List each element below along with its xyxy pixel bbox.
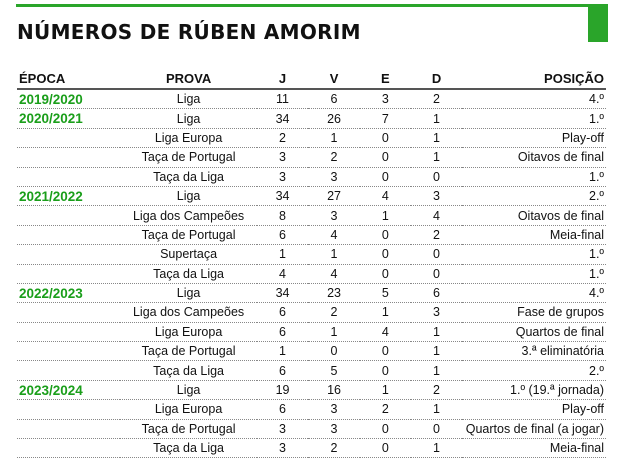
table-row xyxy=(17,109,606,128)
cell-v: 3 xyxy=(308,167,360,186)
cell-d: 0 xyxy=(411,264,462,283)
cell-prova: Taça da Liga xyxy=(120,167,256,186)
cell-posicao: 1.º xyxy=(462,109,606,128)
cell-e: 0 xyxy=(360,225,411,244)
table-row xyxy=(17,186,606,205)
cell-posicao: Meia-final xyxy=(462,225,606,244)
cell-e: 0 xyxy=(360,419,411,438)
cell-j: 2 xyxy=(257,128,309,147)
table-row xyxy=(17,380,606,399)
cell-posicao: 4.º xyxy=(462,283,606,302)
cell-epoca xyxy=(17,322,120,341)
stats-table xyxy=(17,68,606,458)
cell-e: 0 xyxy=(360,361,411,380)
cell-prova: Taça de Portugal xyxy=(120,342,256,361)
cell-prova: Taça da Liga xyxy=(120,264,256,283)
cell-d: 1 xyxy=(411,400,462,419)
cell-prova: Liga xyxy=(120,186,256,205)
cell-posicao: 4.º xyxy=(462,89,606,109)
cell-v: 3 xyxy=(308,419,360,438)
cell-prova: Liga dos Campeões xyxy=(120,206,256,225)
cell-j: 4 xyxy=(257,264,309,283)
page-title: NÚMEROS DE RÚBEN AMORIM xyxy=(17,20,361,44)
cell-j: 3 xyxy=(257,439,309,458)
table-row xyxy=(17,322,606,341)
cell-j: 19 xyxy=(257,380,309,399)
cell-posicao: 3.ª eliminatória xyxy=(462,342,606,361)
cell-v: 23 xyxy=(308,283,360,302)
cell-d: 0 xyxy=(411,245,462,264)
cell-d: 1 xyxy=(411,109,462,128)
cell-j: 6 xyxy=(257,400,309,419)
cell-j: 3 xyxy=(257,167,309,186)
cell-e: 3 xyxy=(360,89,411,109)
cell-prova: Liga Europa xyxy=(120,400,256,419)
cell-v: 2 xyxy=(308,303,360,322)
cell-epoca xyxy=(17,439,120,458)
cell-posicao: Oitavos de final xyxy=(462,148,606,167)
table-row xyxy=(17,89,606,109)
table-row xyxy=(17,419,606,438)
cell-d: 3 xyxy=(411,186,462,205)
cell-v: 2 xyxy=(308,439,360,458)
cell-v: 0 xyxy=(308,342,360,361)
cell-j: 6 xyxy=(257,361,309,380)
cell-e: 5 xyxy=(360,283,411,302)
cell-epoca xyxy=(17,361,120,380)
cell-d: 1 xyxy=(411,148,462,167)
cell-v: 4 xyxy=(308,264,360,283)
cell-epoca: 2023/2024 xyxy=(17,380,120,399)
table-row xyxy=(17,342,606,361)
cell-e: 0 xyxy=(360,128,411,147)
table-row xyxy=(17,400,606,419)
cell-e: 7 xyxy=(360,109,411,128)
cell-epoca xyxy=(17,419,120,438)
table-row xyxy=(17,148,606,167)
cell-v: 2 xyxy=(308,148,360,167)
cell-v: 1 xyxy=(308,322,360,341)
cell-posicao: 1.º xyxy=(462,245,606,264)
cell-prova: Taça da Liga xyxy=(120,439,256,458)
cell-d: 4 xyxy=(411,206,462,225)
cell-epoca: 2021/2022 xyxy=(17,186,120,205)
cell-epoca xyxy=(17,264,120,283)
cell-j: 1 xyxy=(257,245,309,264)
header-j: J xyxy=(257,68,309,89)
cell-j: 34 xyxy=(257,186,309,205)
table-row xyxy=(17,283,606,302)
accent-top-rule xyxy=(16,4,608,7)
table-row xyxy=(17,361,606,380)
cell-d: 6 xyxy=(411,283,462,302)
cell-prova: Liga xyxy=(120,283,256,302)
header-e: E xyxy=(360,68,411,89)
cell-epoca xyxy=(17,167,120,186)
cell-posicao: Quartos de final (a jogar) xyxy=(462,419,606,438)
table-row xyxy=(17,206,606,225)
cell-j: 3 xyxy=(257,148,309,167)
cell-d: 1 xyxy=(411,128,462,147)
cell-d: 1 xyxy=(411,439,462,458)
cell-j: 6 xyxy=(257,225,309,244)
cell-posicao: 1.º xyxy=(462,264,606,283)
cell-epoca: 2020/2021 xyxy=(17,109,120,128)
cell-e: 0 xyxy=(360,167,411,186)
cell-epoca xyxy=(17,225,120,244)
cell-posicao: Fase de grupos xyxy=(462,303,606,322)
cell-posicao: Play-off xyxy=(462,128,606,147)
cell-prova: Liga dos Campeões xyxy=(120,303,256,322)
table-row xyxy=(17,167,606,186)
table-header-row xyxy=(17,68,606,89)
cell-j: 34 xyxy=(257,109,309,128)
cell-v: 1 xyxy=(308,128,360,147)
cell-e: 0 xyxy=(360,342,411,361)
cell-d: 0 xyxy=(411,167,462,186)
cell-prova: Taça de Portugal xyxy=(120,225,256,244)
cell-d: 3 xyxy=(411,303,462,322)
cell-prova: Liga xyxy=(120,109,256,128)
cell-e: 0 xyxy=(360,439,411,458)
cell-d: 1 xyxy=(411,322,462,341)
cell-j: 1 xyxy=(257,342,309,361)
cell-e: 4 xyxy=(360,186,411,205)
header-posicao: POSIÇÃO xyxy=(462,68,606,89)
cell-e: 1 xyxy=(360,206,411,225)
cell-prova: Taça de Portugal xyxy=(120,148,256,167)
cell-prova: Liga xyxy=(120,89,256,109)
cell-posicao: Quartos de final xyxy=(462,322,606,341)
cell-j: 6 xyxy=(257,322,309,341)
table-row xyxy=(17,225,606,244)
cell-epoca xyxy=(17,342,120,361)
cell-e: 0 xyxy=(360,264,411,283)
cell-e: 1 xyxy=(360,380,411,399)
table-row xyxy=(17,245,606,264)
cell-v: 5 xyxy=(308,361,360,380)
cell-v: 26 xyxy=(308,109,360,128)
cell-v: 6 xyxy=(308,89,360,109)
table-row xyxy=(17,303,606,322)
table-row xyxy=(17,264,606,283)
cell-prova: Taça de Portugal xyxy=(120,419,256,438)
cell-v: 4 xyxy=(308,225,360,244)
cell-e: 0 xyxy=(360,245,411,264)
cell-prova: Liga Europa xyxy=(120,322,256,341)
cell-epoca: 2019/2020 xyxy=(17,89,120,109)
cell-j: 8 xyxy=(257,206,309,225)
cell-posicao: 1.º xyxy=(462,167,606,186)
cell-j: 3 xyxy=(257,419,309,438)
cell-d: 2 xyxy=(411,225,462,244)
cell-epoca xyxy=(17,400,120,419)
cell-v: 3 xyxy=(308,206,360,225)
header-epoca: ÉPOCA xyxy=(17,68,120,89)
cell-epoca xyxy=(17,148,120,167)
table-row xyxy=(17,439,606,458)
cell-v: 27 xyxy=(308,186,360,205)
cell-d: 2 xyxy=(411,380,462,399)
cell-posicao: 2.º xyxy=(462,186,606,205)
accent-corner-block xyxy=(588,4,608,42)
cell-epoca xyxy=(17,245,120,264)
cell-posicao: 1.º (19.ª jornada) xyxy=(462,380,606,399)
cell-epoca xyxy=(17,303,120,322)
cell-e: 1 xyxy=(360,303,411,322)
cell-epoca xyxy=(17,206,120,225)
cell-d: 1 xyxy=(411,342,462,361)
header-v: V xyxy=(308,68,360,89)
table-body xyxy=(17,89,606,458)
cell-v: 16 xyxy=(308,380,360,399)
cell-d: 0 xyxy=(411,419,462,438)
cell-d: 2 xyxy=(411,89,462,109)
cell-e: 0 xyxy=(360,148,411,167)
cell-prova: Liga Europa xyxy=(120,128,256,147)
cell-epoca xyxy=(17,128,120,147)
cell-e: 2 xyxy=(360,400,411,419)
cell-posicao: Play-off xyxy=(462,400,606,419)
header-prova: PROVA xyxy=(120,68,256,89)
cell-j: 6 xyxy=(257,303,309,322)
cell-epoca: 2022/2023 xyxy=(17,283,120,302)
cell-prova: Liga xyxy=(120,380,256,399)
cell-posicao: 2.º xyxy=(462,361,606,380)
cell-posicao: Oitavos de final xyxy=(462,206,606,225)
cell-e: 4 xyxy=(360,322,411,341)
table-row xyxy=(17,128,606,147)
cell-v: 3 xyxy=(308,400,360,419)
cell-prova: Supertaça xyxy=(120,245,256,264)
cell-d: 1 xyxy=(411,361,462,380)
cell-v: 1 xyxy=(308,245,360,264)
cell-j: 34 xyxy=(257,283,309,302)
header-d: D xyxy=(411,68,462,89)
cell-posicao: Meia-final xyxy=(462,439,606,458)
cell-j: 11 xyxy=(257,89,309,109)
cell-prova: Taça da Liga xyxy=(120,361,256,380)
